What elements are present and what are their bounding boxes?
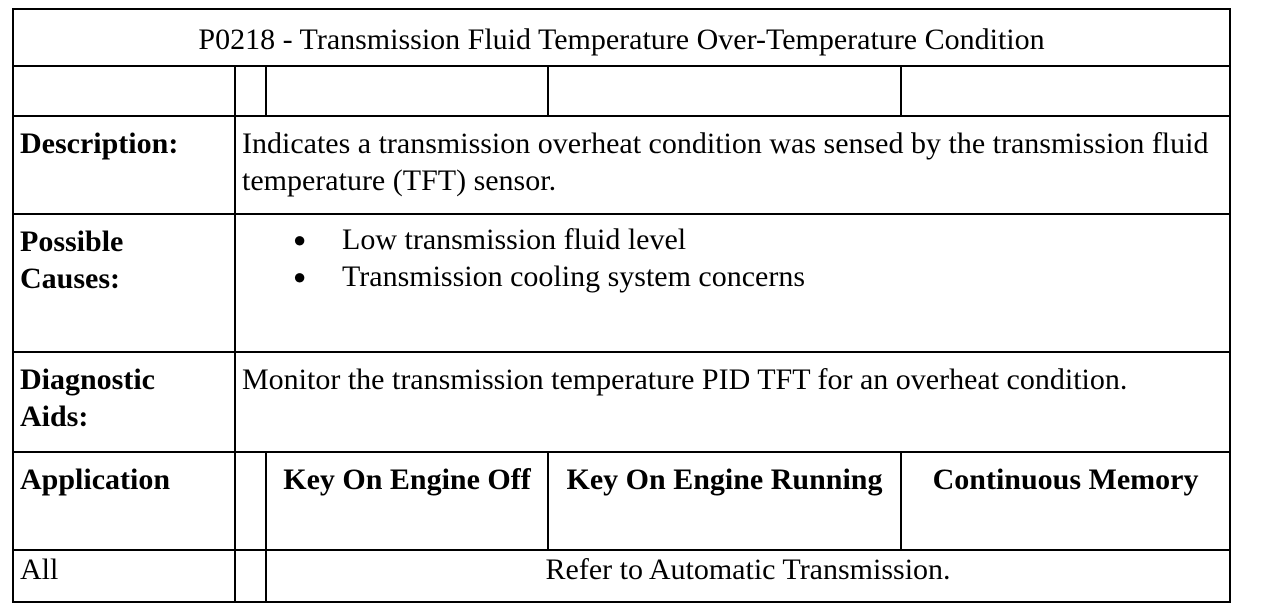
blank-cell	[235, 550, 266, 602]
bullet-icon: ●	[293, 264, 307, 289]
blank-cell	[13, 66, 235, 116]
possible-causes-label	[13, 214, 235, 352]
diagnostic-aids-label-line2: Aids:	[20, 400, 89, 433]
continuous-memory-column-header: Continuous Memory	[901, 452, 1230, 550]
description-label: Description:	[13, 116, 235, 214]
possible-causes-label-line2: Causes:	[20, 262, 121, 295]
bullet-icon: ●	[293, 227, 307, 252]
application-all-row	[13, 550, 1230, 602]
koeo-column-header: Key On Engine Off	[266, 452, 548, 550]
dtc-title: P0218 - Transmission Fluid Temperature Over-Temperature Condition	[13, 9, 1230, 66]
application-all-label: All	[13, 550, 235, 602]
application-label: Application	[13, 452, 235, 550]
title-row	[13, 9, 1230, 66]
possible-causes-row	[13, 214, 1230, 352]
blank-cell	[548, 66, 901, 116]
blank-row	[13, 66, 1230, 116]
application-header-row	[13, 452, 1230, 550]
cause-text: Low transmission fluid level	[342, 223, 687, 256]
list-item	[293, 221, 1223, 258]
blank-cell	[235, 452, 266, 550]
dtc-table	[12, 8, 1231, 603]
cause-text: Transmission cooling system concerns	[342, 260, 806, 293]
diagnostic-aids-text: Monitor the transmission temperature PID TFT for an overheat condition.	[235, 352, 1230, 452]
description-row	[13, 116, 1230, 214]
list-item	[293, 258, 1223, 295]
blank-cell	[235, 66, 266, 116]
application-all-text: Refer to Automatic Transmission.	[266, 550, 1230, 602]
diagnostic-aids-label-line1: Diagnostic	[20, 363, 155, 396]
diagnostic-aids-row	[13, 352, 1230, 452]
diagnostic-aids-label	[13, 352, 235, 452]
possible-causes-label-line1: Possible	[20, 225, 124, 258]
koer-column-header: Key On Engine Running	[548, 452, 901, 550]
possible-causes-list-cell	[235, 214, 1230, 352]
blank-cell	[266, 66, 548, 116]
description-text: Indicates a transmission overheat condition was sensed by the transmission fluid temperature (TFT) sensor.	[235, 116, 1230, 214]
possible-causes-list	[242, 221, 1223, 295]
blank-cell	[901, 66, 1230, 116]
